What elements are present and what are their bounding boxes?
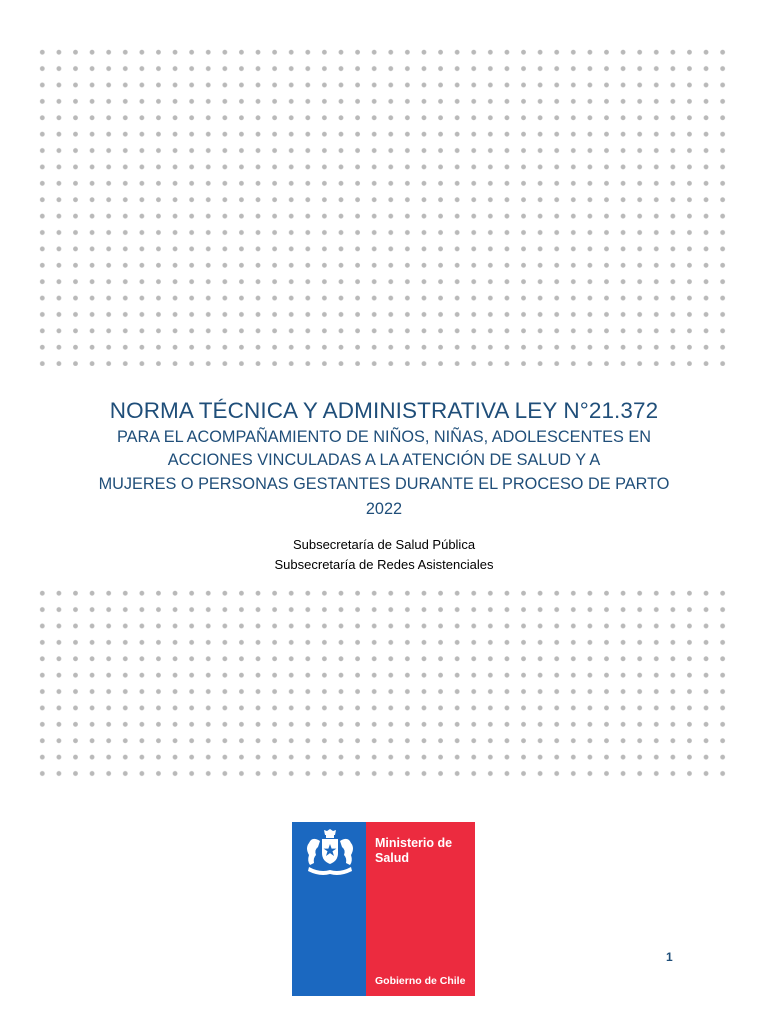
page-number: 1 bbox=[666, 950, 673, 964]
ministry-name bbox=[375, 836, 452, 866]
agency-name: Subsecretaría de Salud Pública bbox=[292, 537, 476, 552]
document-year: 2022 bbox=[365, 499, 403, 518]
ministry-logo bbox=[292, 822, 475, 996]
document-subtitle bbox=[0, 426, 768, 496]
dot-pattern-top bbox=[34, 44, 732, 366]
ministry-name-line: Salud bbox=[375, 851, 410, 865]
agency-name: Subsecretaría de Redes Asistenciales bbox=[274, 557, 494, 572]
coat-of-arms-icon bbox=[300, 829, 360, 879]
subtitle-line: MUJERES O PERSONAS GESTANTES DURANTE EL PROCESO DE PARTO bbox=[98, 474, 670, 493]
government-label: Gobierno de Chile bbox=[375, 975, 466, 987]
dot-pattern-bottom bbox=[34, 585, 732, 783]
subtitle-line: PARA EL ACOMPAÑAMIENTO DE NIÑOS, NIÑAS, ADOLESCENTES EN bbox=[116, 428, 652, 446]
document-title: NORMA TÉCNICA Y ADMINISTRATIVA LEY N°21.372 bbox=[109, 398, 659, 423]
ministry-name-line: Ministerio de bbox=[375, 836, 453, 850]
subtitle-line: ACCIONES VINCULADAS A LA ATENCIÓN DE SALUD Y A bbox=[167, 451, 601, 470]
title-block bbox=[0, 396, 768, 521]
agency-list bbox=[0, 535, 768, 575]
